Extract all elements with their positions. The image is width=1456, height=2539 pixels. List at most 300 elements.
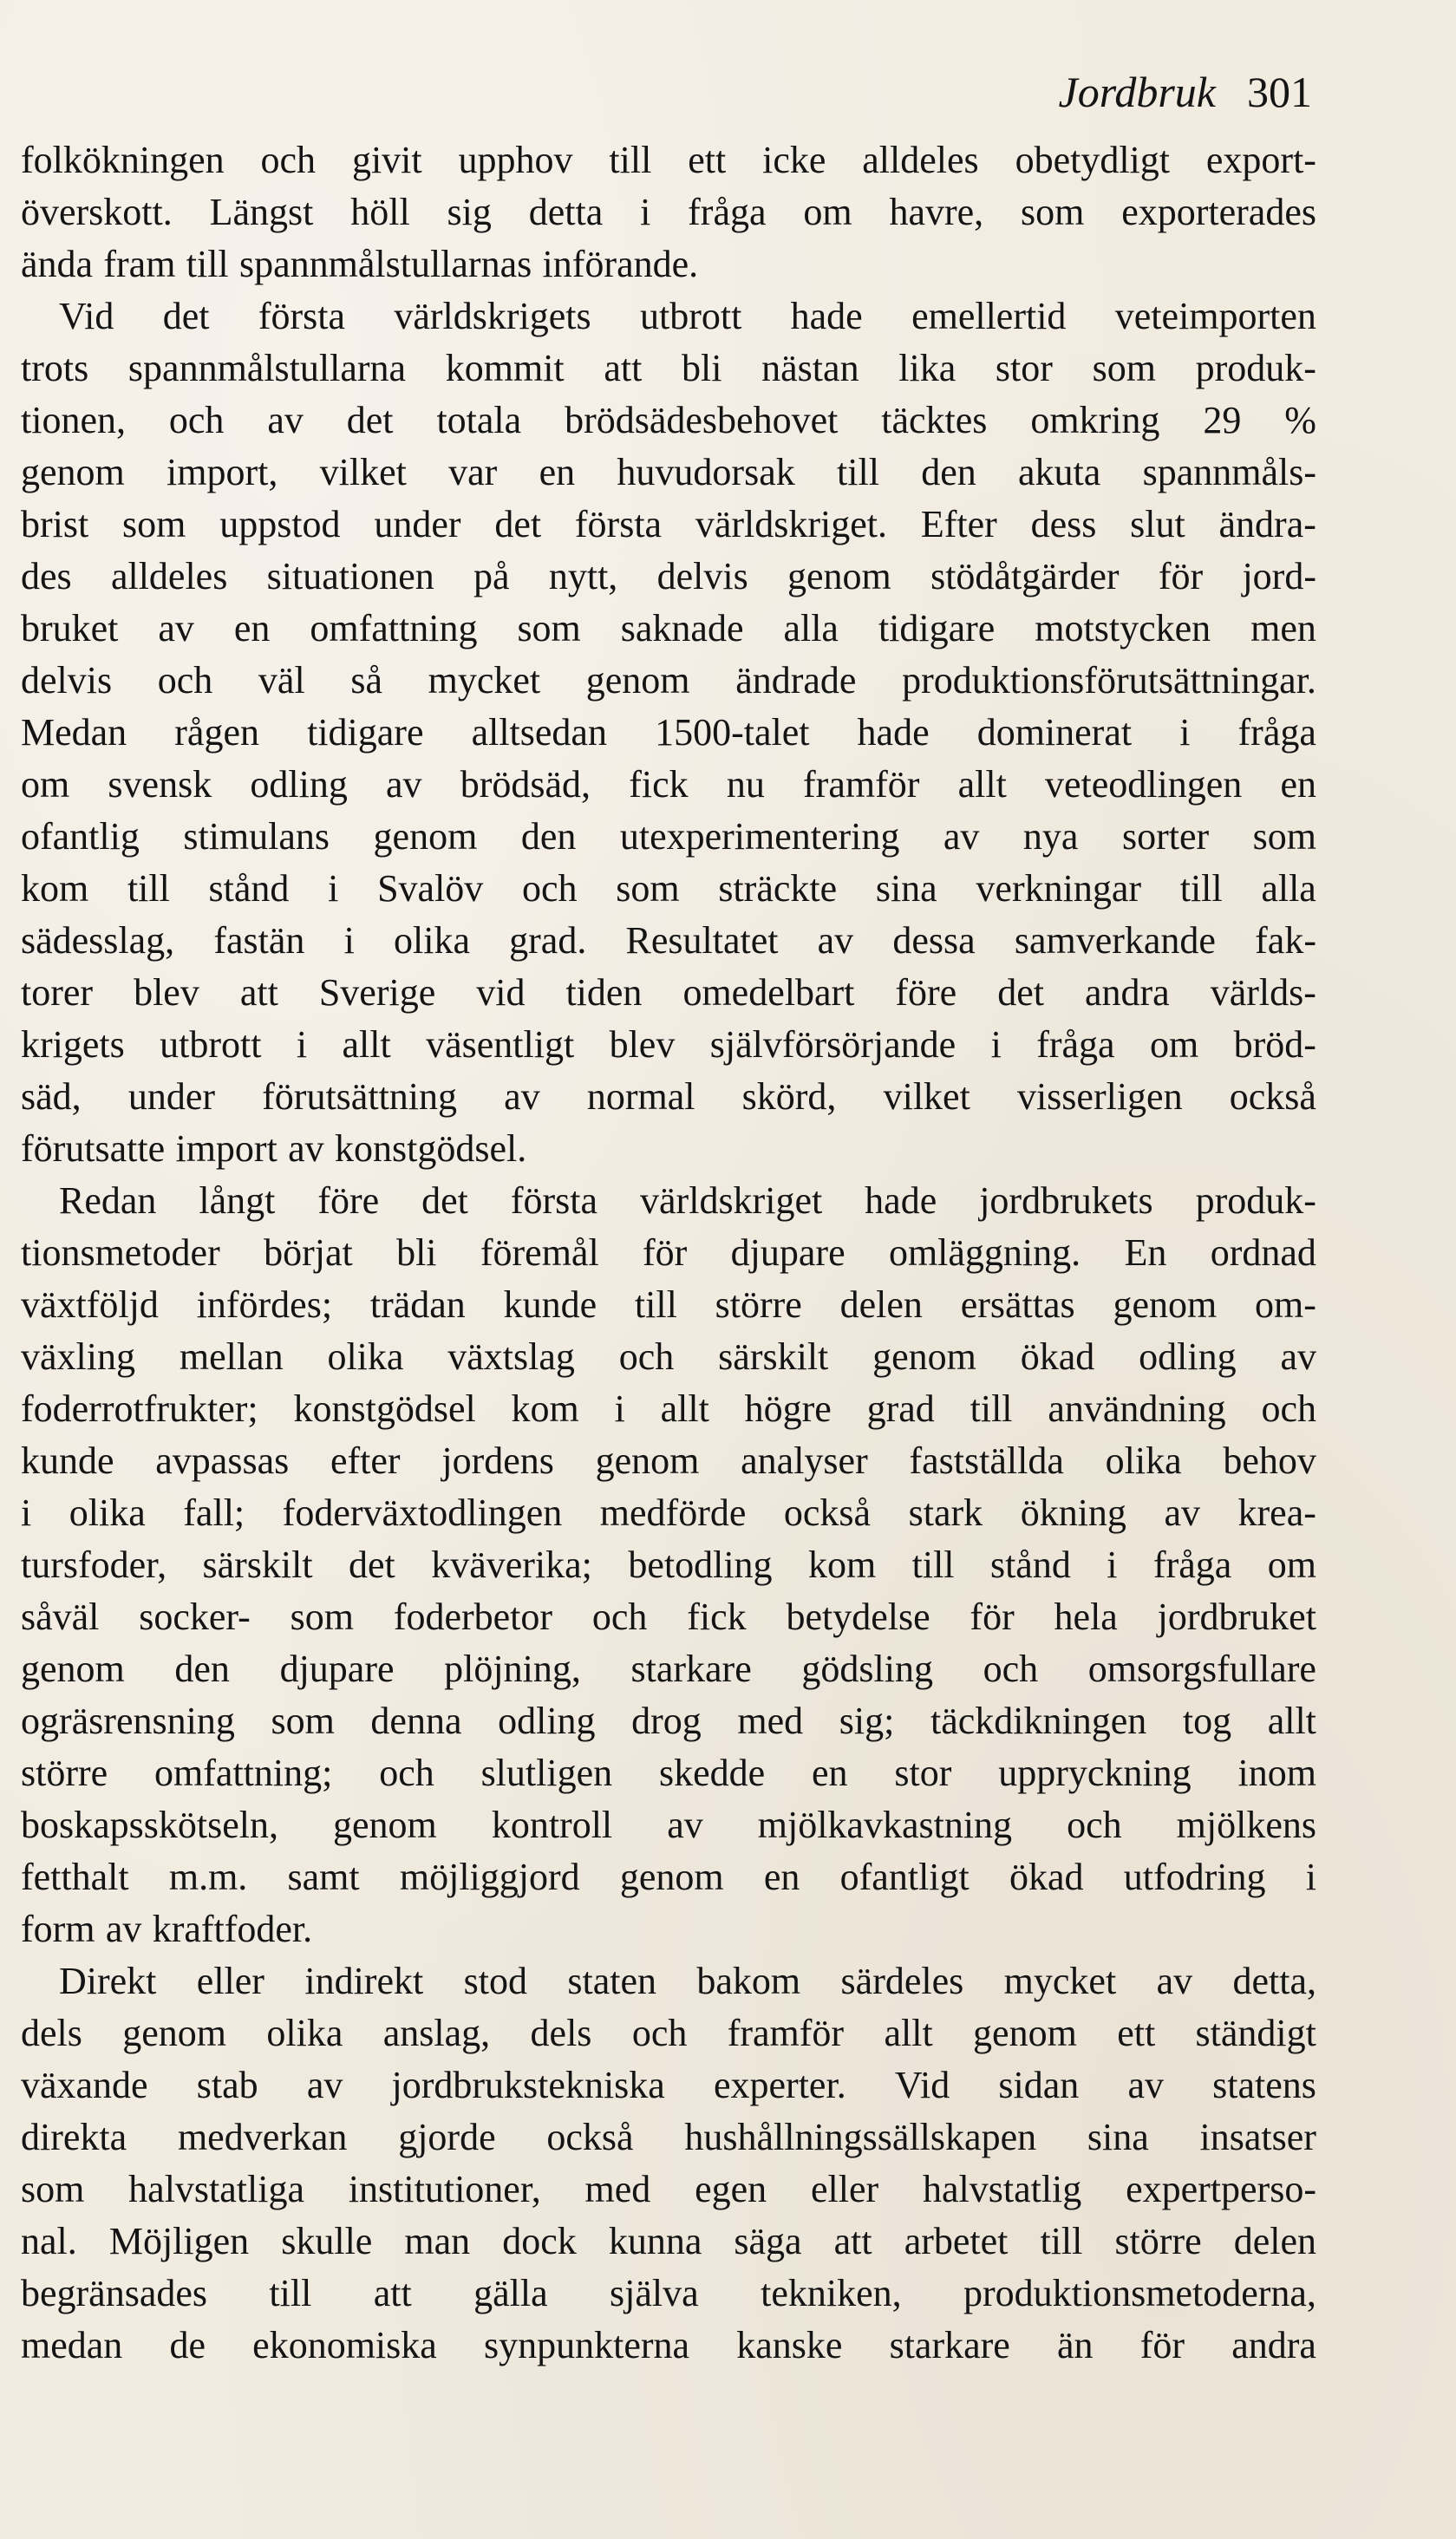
word: eller [810,2168,879,2210]
word: större [21,1752,108,1794]
word: ekonomiska [252,2324,437,2366]
word: En [1124,1231,1167,1274]
word: och [631,2012,688,2054]
word: jord- [1242,555,1316,597]
word: avpassas [155,1439,290,1482]
word: världskriget [640,1179,823,1222]
word: själva [610,2272,699,2314]
word: delen [1233,2220,1316,2262]
text-line [21,1903,1316,1955]
word: fråga [1237,711,1316,754]
word: fak- [1255,919,1316,962]
word: kontroll [491,1804,613,1846]
word: foderrotfrukter; [21,1387,258,1430]
word: genom [21,451,125,493]
word: fick [629,763,689,806]
word: gödsling [801,1648,933,1690]
word: omfattning; [154,1752,333,1794]
word: i [990,1023,1002,1066]
word: ändrade [735,659,857,702]
word: egen [695,2168,767,2210]
word: till [269,2272,312,2314]
word: trädan [369,1283,466,1326]
word: Redan [59,1179,157,1222]
word: förutsatte [21,1127,166,1170]
word: blev [609,1023,676,1066]
word: till [911,1544,955,1586]
text-line [21,1331,1316,1383]
word: krigets [21,1023,125,1066]
text-line [21,290,1316,343]
word: torer [21,971,94,1014]
word: möjliggjord [399,1856,580,1898]
text-line [21,967,1316,1019]
word: brödsädesbehovet [565,399,839,441]
word: som [271,1700,335,1742]
word: av [105,1908,142,1950]
word: i [296,1023,308,1066]
word: det [494,503,542,545]
word: konstgödsel [293,1387,476,1430]
word: det [997,971,1044,1014]
text-line [21,395,1316,447]
word: vid [476,971,526,1014]
word: genom [619,1856,724,1898]
word: insatser [1199,2116,1316,2158]
word: hushållningssällskapen [684,2116,1037,2158]
word: genom [21,1648,125,1690]
word: Direkt [59,1960,157,2002]
word: totala [436,399,522,441]
word: av [504,1075,540,1118]
word: stödåtgärder [930,555,1120,597]
word: jordens [441,1439,554,1482]
word: stor [995,347,1053,389]
word: nal. [21,2220,77,2262]
word: av [667,1804,703,1846]
word: synpunkterna [483,2324,690,2366]
word: form [21,1908,95,1950]
word: experter. [714,2064,846,2106]
text-line [21,707,1316,759]
word: dominerat [976,711,1133,754]
word: dock [502,2220,577,2262]
text-line [21,863,1316,915]
word: detta [528,191,604,233]
word: produk- [1195,1179,1316,1222]
word: långt [199,1179,276,1222]
word: stark [908,1491,983,1534]
word: skedde [658,1752,766,1794]
word: allt [660,1387,709,1430]
word: behov [1223,1439,1316,1482]
text-line [21,1799,1316,1851]
word: upphov [458,139,573,181]
word: medverkan [177,2116,348,2158]
word: på [473,555,510,597]
word: lika [898,347,957,389]
text-line [21,1435,1316,1487]
word: framför [803,763,920,806]
word: veteimporten [1114,295,1316,337]
word: motstycken [1035,607,1211,649]
word: mycket [428,659,541,702]
word: användning [1048,1387,1226,1430]
text-line [21,1227,1316,1279]
word: verkningar [976,867,1142,910]
word: obetydligt [1015,139,1170,181]
word: Efter [920,503,997,545]
word: bli [396,1231,437,1274]
text-line [21,1175,1316,1227]
word: av [288,1127,324,1170]
word: som [1252,815,1316,858]
word: första [574,503,663,545]
text-line [21,343,1316,395]
word: för [643,1231,688,1274]
word: odling [1139,1335,1237,1378]
word: hade [857,711,930,754]
word: eller [196,1960,264,2002]
word: samverkande [1014,919,1216,962]
word: väsentligt [426,1023,575,1066]
word: i [328,867,339,910]
word: samt [287,1856,360,1898]
word: av [1156,1960,1193,2002]
word: spannmåls- [1142,451,1316,493]
text-line [21,186,1316,238]
word: infördes; [196,1283,333,1326]
word: mycket [1003,1960,1117,2002]
word: självförsörjande [709,1023,957,1066]
text-line [21,655,1316,707]
word: kväverika; [431,1544,592,1586]
word: 29 [1203,399,1242,441]
word: normal [586,1075,695,1118]
word: till [837,451,879,493]
word: fall; [183,1491,245,1534]
word: Möjligen [108,2220,250,2262]
word: arbetet [904,2220,1009,2262]
word: starkare [889,2324,1010,2366]
word: fastän [213,919,305,962]
text-line [21,1383,1316,1435]
word: införande. [542,243,699,285]
word: emellertid [911,295,1067,337]
word: mellan [179,1335,284,1378]
word: allt [1267,1700,1316,1742]
word: visserligen [1016,1075,1183,1118]
word: första [258,295,345,337]
word: såväl [21,1596,100,1638]
word: och [983,1648,1039,1690]
word: världskrigets [394,295,591,337]
word: täckdikningen [930,1700,1147,1742]
word: kanske [736,2324,843,2366]
text-line [21,2268,1316,2320]
word: jordbrukstekniska [391,2064,665,2106]
word: uppstod [219,503,341,545]
word: genom [585,659,690,702]
word: Svalöv [377,867,484,910]
word: stånd [989,1544,1071,1586]
word: hade [865,1179,937,1222]
word: mjölkens [1176,1804,1316,1846]
word: nästan [761,347,859,389]
word: foderbetor [393,1596,553,1638]
word: alldeles [862,139,979,181]
text-line [21,1279,1316,1331]
text-line [21,1071,1316,1123]
word: trots [21,347,89,389]
word: medförde [599,1491,747,1534]
word: statens [1212,2064,1316,2106]
word: spannmålstullarna [127,347,407,389]
word: ökning [1020,1491,1126,1534]
word: av [158,607,194,649]
word: före [317,1179,380,1222]
word: särskilt [202,1544,313,1586]
word: anslag, [382,2012,491,2054]
word: i [21,1491,32,1534]
text-line [21,1019,1316,1071]
word: bli [682,347,722,389]
word: alla [783,607,839,649]
word: slut [1130,503,1185,545]
word: man [404,2220,471,2262]
word: särskilt [718,1335,829,1378]
word: stånd [208,867,290,910]
word: och [168,399,225,441]
word: drog [631,1700,702,1742]
word: delvis [656,555,748,597]
word: också [1229,1075,1316,1118]
word: utbrott [160,1023,262,1066]
word: av [386,763,422,806]
word: Vid [59,295,114,337]
word: för [1139,2324,1185,2366]
word: institutioner, [348,2168,541,2210]
word: foderväxtodlingen [282,1491,563,1534]
word: i [1179,711,1191,754]
word: kom [21,867,89,910]
word: olika [1105,1439,1182,1482]
word: efter [330,1439,401,1482]
word: väl [258,659,305,702]
word: fick [687,1596,747,1638]
word: nya [1022,815,1079,858]
word: vilket [319,451,407,493]
word: och [1067,1804,1122,1846]
word: också [546,2116,634,2158]
word: situationen [266,555,434,597]
word: genom [373,815,478,858]
word: som [290,1596,354,1638]
text-line [21,759,1316,811]
word: olika [327,1335,404,1378]
word: och [379,1752,434,1794]
word: 1500-talet [655,711,810,754]
word: starkare [630,1648,752,1690]
word: som [1021,191,1085,233]
word: olika [394,919,470,962]
word: djupare [730,1231,846,1274]
text-line [21,2059,1316,2111]
text-line [21,447,1316,499]
word: tekniken, [761,2272,902,2314]
word: tionsmetoder [21,1231,220,1274]
word: Resultatet [625,919,779,962]
word: delvis [21,659,113,702]
word: som [517,607,581,649]
word: omedelbart [682,971,855,1014]
word: fråga [1036,1023,1115,1066]
word: ersättas [960,1283,1075,1326]
word: växtföljd [21,1283,159,1326]
word: kunna [608,2220,702,2262]
word: exporterades [1121,191,1316,233]
word: i [343,919,355,962]
word: betydelse [786,1596,930,1638]
word: omläggning. [888,1231,1081,1274]
word: saknade [620,607,744,649]
word: kommit [445,347,565,389]
word: rågen [174,711,259,754]
word: och [522,867,578,910]
word: ofantlig [21,815,140,858]
word: bakom [696,1960,801,2002]
word: genom [787,555,891,597]
word: överskott. [21,191,173,233]
word: genom [973,2012,1077,2054]
word: ett [1117,2012,1156,2054]
word: djupare [279,1648,395,1690]
word: av [1164,1491,1200,1534]
word: med [737,1700,804,1742]
word: staten [567,1960,656,2002]
word: med [584,2168,651,2210]
word: ett [688,139,727,181]
text-line [21,1695,1316,1747]
word: olika [69,1491,146,1534]
word: världskriget. [695,503,888,545]
text-line [21,551,1316,603]
word: plöjning, [444,1648,581,1690]
word: brödsäd, [460,763,591,806]
word: en [763,1856,800,1898]
word: förutsättning [262,1075,458,1118]
word: skulle [281,2220,373,2262]
word: till [1179,867,1223,910]
word: betodling [628,1544,773,1586]
word: skörd, [741,1075,837,1118]
word: halvstatlig [922,2168,1082,2210]
word: olika [266,2012,343,2054]
word: brist [21,503,89,545]
word: var [448,451,498,493]
word: för [970,1596,1015,1638]
word: mjölkavkastning [757,1804,1013,1846]
word: en [233,607,271,649]
word: växande [21,2064,148,2106]
word: till [1040,2220,1083,2262]
word: som [1092,347,1156,389]
word: konstgödsel. [334,1127,527,1170]
word: tionen, [21,399,126,441]
text-line [21,603,1316,655]
word: om [803,191,852,233]
word: under [374,503,461,545]
word: och [260,139,317,181]
word: i [640,191,651,233]
word: säga [734,2220,802,2262]
word: socker- [139,1596,251,1638]
word: och [157,659,213,702]
word: tiden [565,971,643,1014]
word: och [591,1596,648,1638]
word: genom [1113,1283,1218,1326]
word: växtslag [447,1335,575,1378]
text-line [21,811,1316,863]
word: stimulans [183,815,330,858]
word: sträckte [718,867,838,910]
word: de [169,2324,206,2366]
word: odling [250,763,348,806]
word: ända [21,243,94,285]
text-line [21,238,1316,290]
word: omkring [1030,399,1160,441]
word: ökad [1009,1856,1084,1898]
word: särdeles [840,1960,964,2002]
word: till [186,243,229,285]
text-line [21,1851,1316,1903]
word: delen [839,1283,923,1326]
word: stod [463,1960,527,2002]
word: grad [866,1387,935,1430]
word: det [349,1544,395,1586]
word: allt [957,763,1007,806]
word: sädesslag, [21,919,175,962]
word: i [1305,1856,1316,1898]
word: i [1107,1544,1118,1586]
word: alla [1261,867,1316,910]
word: bruket [21,607,119,649]
page-number: 301 [1247,68,1312,116]
word: och [1261,1387,1316,1430]
word: till [127,867,170,910]
running-title: Jordbruk [1058,68,1216,116]
word: jordbrukets [979,1179,1153,1222]
word: ständigt [1195,2012,1316,2054]
word: av [306,2064,343,2106]
word: i [614,1387,625,1430]
word: m.m. [168,1856,248,1898]
word: under [127,1075,215,1118]
word: höll [350,191,410,233]
word: fastställda [909,1439,1064,1482]
running-head [1059,66,1312,118]
word: medan [21,2324,123,2366]
word: blev [134,971,199,1014]
word: inom [1237,1752,1316,1794]
word: uppryckning [998,1752,1192,1794]
word: alldeles [110,555,228,597]
word: dess [1030,503,1097,545]
word: sidan [998,2064,1080,2106]
word: av [943,815,980,858]
word: kunde [21,1439,114,1482]
word: av [1280,1335,1316,1378]
